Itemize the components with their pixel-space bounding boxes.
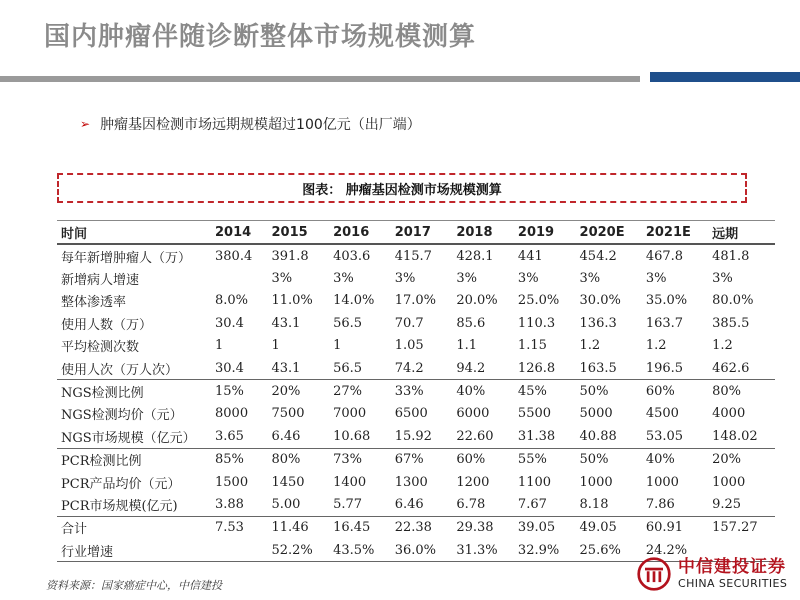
table-cell: 14.0% [333,293,375,309]
row-label-cell: 新增病人增速 [61,273,140,289]
logo-chinese-name: 中信建投证券 [678,557,786,577]
table-cell: 45% [517,384,547,400]
citic-logo-icon [636,556,672,592]
table-cell: 9.25 [708,493,775,516]
table-cell: 80.0% [712,293,754,309]
table-row [57,312,775,334]
table-cell: 391.8 [271,248,309,264]
table-cell: 126.8 [514,357,576,380]
table-cell: 49.05 [579,520,617,536]
table-cell: 60% [645,384,675,400]
row-label-cell: PCR产品均价（元） [61,476,181,492]
table-cell: 1 [215,338,224,354]
row-label-cell: 整体渗透率 [61,295,127,311]
bullet-point [80,114,421,134]
table-cell: 73% [333,452,362,468]
table-cell: 15.92 [391,425,453,448]
table-row [57,425,775,448]
table-row [57,380,775,403]
source-note: 资料来源：国家癌症中心，中信建投 [46,579,222,592]
table-cell: 1400 [333,474,367,490]
table-cell: 148.02 [708,425,775,448]
table-cell: 7000 [333,406,367,422]
table-cell: 67% [394,452,424,468]
table-cell: 403.6 [333,248,371,264]
table-cell: 11.46 [271,520,309,536]
header-cell: 2015 [267,221,329,245]
row-label-cell: 使用人数（万） [61,317,153,333]
table-cell: 3.65 [211,425,267,448]
table-row [57,448,775,471]
table-cell: 3% [645,271,667,287]
table-cell: 441 [517,248,543,264]
table-cell: 31.3% [452,539,514,562]
table-cell: 7.53 [215,520,244,536]
table-cell: 11.0% [271,293,313,309]
table-cell: 385.5 [712,315,750,331]
table-cell: 6000 [456,406,490,422]
table-cell: 30.4 [211,357,267,380]
table-row [57,357,775,380]
table-cell: 16.45 [333,520,371,536]
table-cell: 1000 [712,474,746,490]
table-cell: 4500 [645,406,679,422]
table-cell: 6.78 [452,493,514,516]
table-cell: 428.1 [456,248,494,264]
table-cell: 3% [456,271,477,287]
header-cell: 2021E [642,221,708,245]
table-cell: 22.60 [452,425,514,448]
table-cell: 53.05 [642,425,708,448]
table-cell: 3% [712,271,733,287]
table-row [57,403,775,425]
company-logo [636,556,787,592]
header-gray-bar [0,76,640,82]
slide-title: 国内肿瘤伴随诊断整体市场规模测算 [44,22,477,52]
table-cell: 454.2 [579,248,617,264]
row-label-cell: PCR市场规模(亿元) [57,493,211,516]
table-cell: 1000 [579,474,613,490]
table-cell [211,539,267,562]
table-cell: 25.0% [517,293,560,309]
table-cell: 20% [712,452,742,468]
table-cell: 6.46 [267,425,329,448]
table-row [57,335,775,357]
table-cell: 110.3 [517,315,556,331]
row-label-cell: NGS检测比例 [61,386,144,402]
table-cell: 7500 [271,406,305,422]
header-cell: 时间 [57,221,211,245]
table-cell: 1.15 [517,338,547,354]
table-cell: 3% [271,271,293,287]
table-cell: 4000 [712,406,746,422]
table-cell: 56.5 [333,315,363,331]
table-cell: 55% [517,452,547,468]
table-cell: 43.1 [271,315,301,331]
table-cell: 94.2 [452,357,514,380]
table-cell: 70.7 [394,315,424,331]
table-cell: 52.2% [267,539,329,562]
table-cell: 1100 [517,474,552,490]
table-cell: 1 [271,338,280,354]
row-label-cell: PCR检测比例 [61,454,142,470]
table-cell: 36.0% [391,539,453,562]
table-cell: 8.0% [215,293,249,309]
table-cell: 29.38 [456,520,494,536]
table-cell: 196.5 [642,357,708,380]
row-label-cell: 每年新增肿瘤人（万） [61,250,192,266]
table-cell: 27% [333,384,362,400]
table-cell: 22.38 [394,520,432,536]
table-cell: 43.5% [329,539,391,562]
table-cell: 3% [579,271,601,287]
table-cell: 85.6 [456,315,486,331]
table-cell: 25.6% [576,539,642,562]
table-cell: 5.77 [329,493,391,516]
table-cell: 163.7 [645,315,684,331]
table-cell: 85% [215,452,244,468]
table-cell: 60% [456,452,486,468]
table-cell: 1.2 [712,338,733,354]
row-label-cell: NGS检测均价（元） [61,408,183,424]
table-cell: 32.9% [514,539,576,562]
table-cell: 50% [579,452,609,468]
table-cell: 80% [712,384,742,400]
table-cell: 3% [394,271,416,287]
table-cell: 43.1 [267,357,329,380]
market-size-table [57,220,775,562]
table-row [57,516,775,539]
table-row [57,471,775,493]
table-cell: 5.00 [267,493,329,516]
table-row [57,290,775,312]
table-cell: 481.8 [712,248,750,264]
table-cell: 6500 [394,406,428,422]
table-cell: 462.6 [708,357,775,380]
row-label-cell: 使用人次（万人次） [57,357,211,380]
table-header-row [57,221,775,245]
table-cell: 6.46 [391,493,453,516]
table-row [57,267,775,289]
row-label-cell: 合计 [61,522,88,538]
table-cell [211,267,267,289]
logo-english-name: CHINA SECURITIES [678,577,788,590]
table-cell: 1300 [394,474,428,490]
header-cell: 2014 [211,221,267,245]
table-cell: 163.5 [576,357,642,380]
table-cell: 39.05 [517,520,556,536]
table-cell: 1.2 [579,338,601,354]
header-cell: 2018 [452,221,514,245]
header-cell: 2017 [391,221,453,245]
table-cell: 8000 [215,406,249,422]
table-cell: 35.0% [645,293,688,309]
table-cell: 1200 [456,474,490,490]
table-cell: 20% [271,384,301,400]
table-cell: 7.67 [514,493,576,516]
table-cell: 56.5 [329,357,391,380]
table-cell: 80% [271,452,301,468]
table-cell: 17.0% [394,293,437,309]
bullet-text: 肿瘤基因检测市场远期规模超过100亿元（出厂端） [100,117,421,133]
table-cell: 1.1 [456,338,477,354]
table-title: 图表： 肿瘤基因检测市场规模测算 [57,173,747,203]
table-cell: 60.91 [645,520,684,536]
table-row [57,244,775,267]
table-cell: 380.4 [215,248,253,264]
table-cell: 20.0% [456,293,498,309]
table-cell: 467.8 [645,248,684,264]
row-label-cell: NGS市场规模（亿元） [57,425,211,448]
table-cell: 157.27 [712,520,758,536]
table-cell: 30.0% [579,293,621,309]
table-row [57,493,775,516]
table-cell: 5000 [579,406,613,422]
header-cell: 2020E [576,221,642,245]
row-label-cell: 行业增速 [57,539,211,562]
header-blue-bar [650,72,800,82]
table-cell: 1450 [271,474,305,490]
table-cell: 3% [333,271,354,287]
table-cell: 1.05 [394,338,424,354]
table-cell: 5500 [517,406,552,422]
arrow-right-icon: ➢ [80,117,91,131]
table-cell: 1500 [215,474,249,490]
table-cell: 24.2% [642,539,708,562]
table-cell: 136.3 [579,315,617,331]
header-cell: 2016 [329,221,391,245]
table-cell: 31.38 [514,425,576,448]
table-cell: 40.88 [576,425,642,448]
table-cell: 10.68 [329,425,391,448]
table-cell: 40% [645,452,675,468]
table-cell: 15% [215,384,244,400]
table-cell: 1000 [645,474,679,490]
table-cell: 30.4 [215,315,244,331]
row-label-cell: 平均检测次数 [61,340,140,356]
table-cell: 50% [579,384,609,400]
table-cell: 415.7 [394,248,432,264]
table-cell: 74.2 [391,357,453,380]
table-cell: 1.2 [645,338,667,354]
header-cell: 2019 [514,221,576,245]
table-cell: 40% [456,384,486,400]
table-cell: 1 [333,338,342,354]
table-cell: 3.88 [211,493,267,516]
header-cell: 远期 [708,221,775,245]
table-cell: 7.86 [642,493,708,516]
table-cell: 8.18 [576,493,642,516]
table-cell: 3% [517,271,539,287]
table-cell: 33% [394,384,424,400]
